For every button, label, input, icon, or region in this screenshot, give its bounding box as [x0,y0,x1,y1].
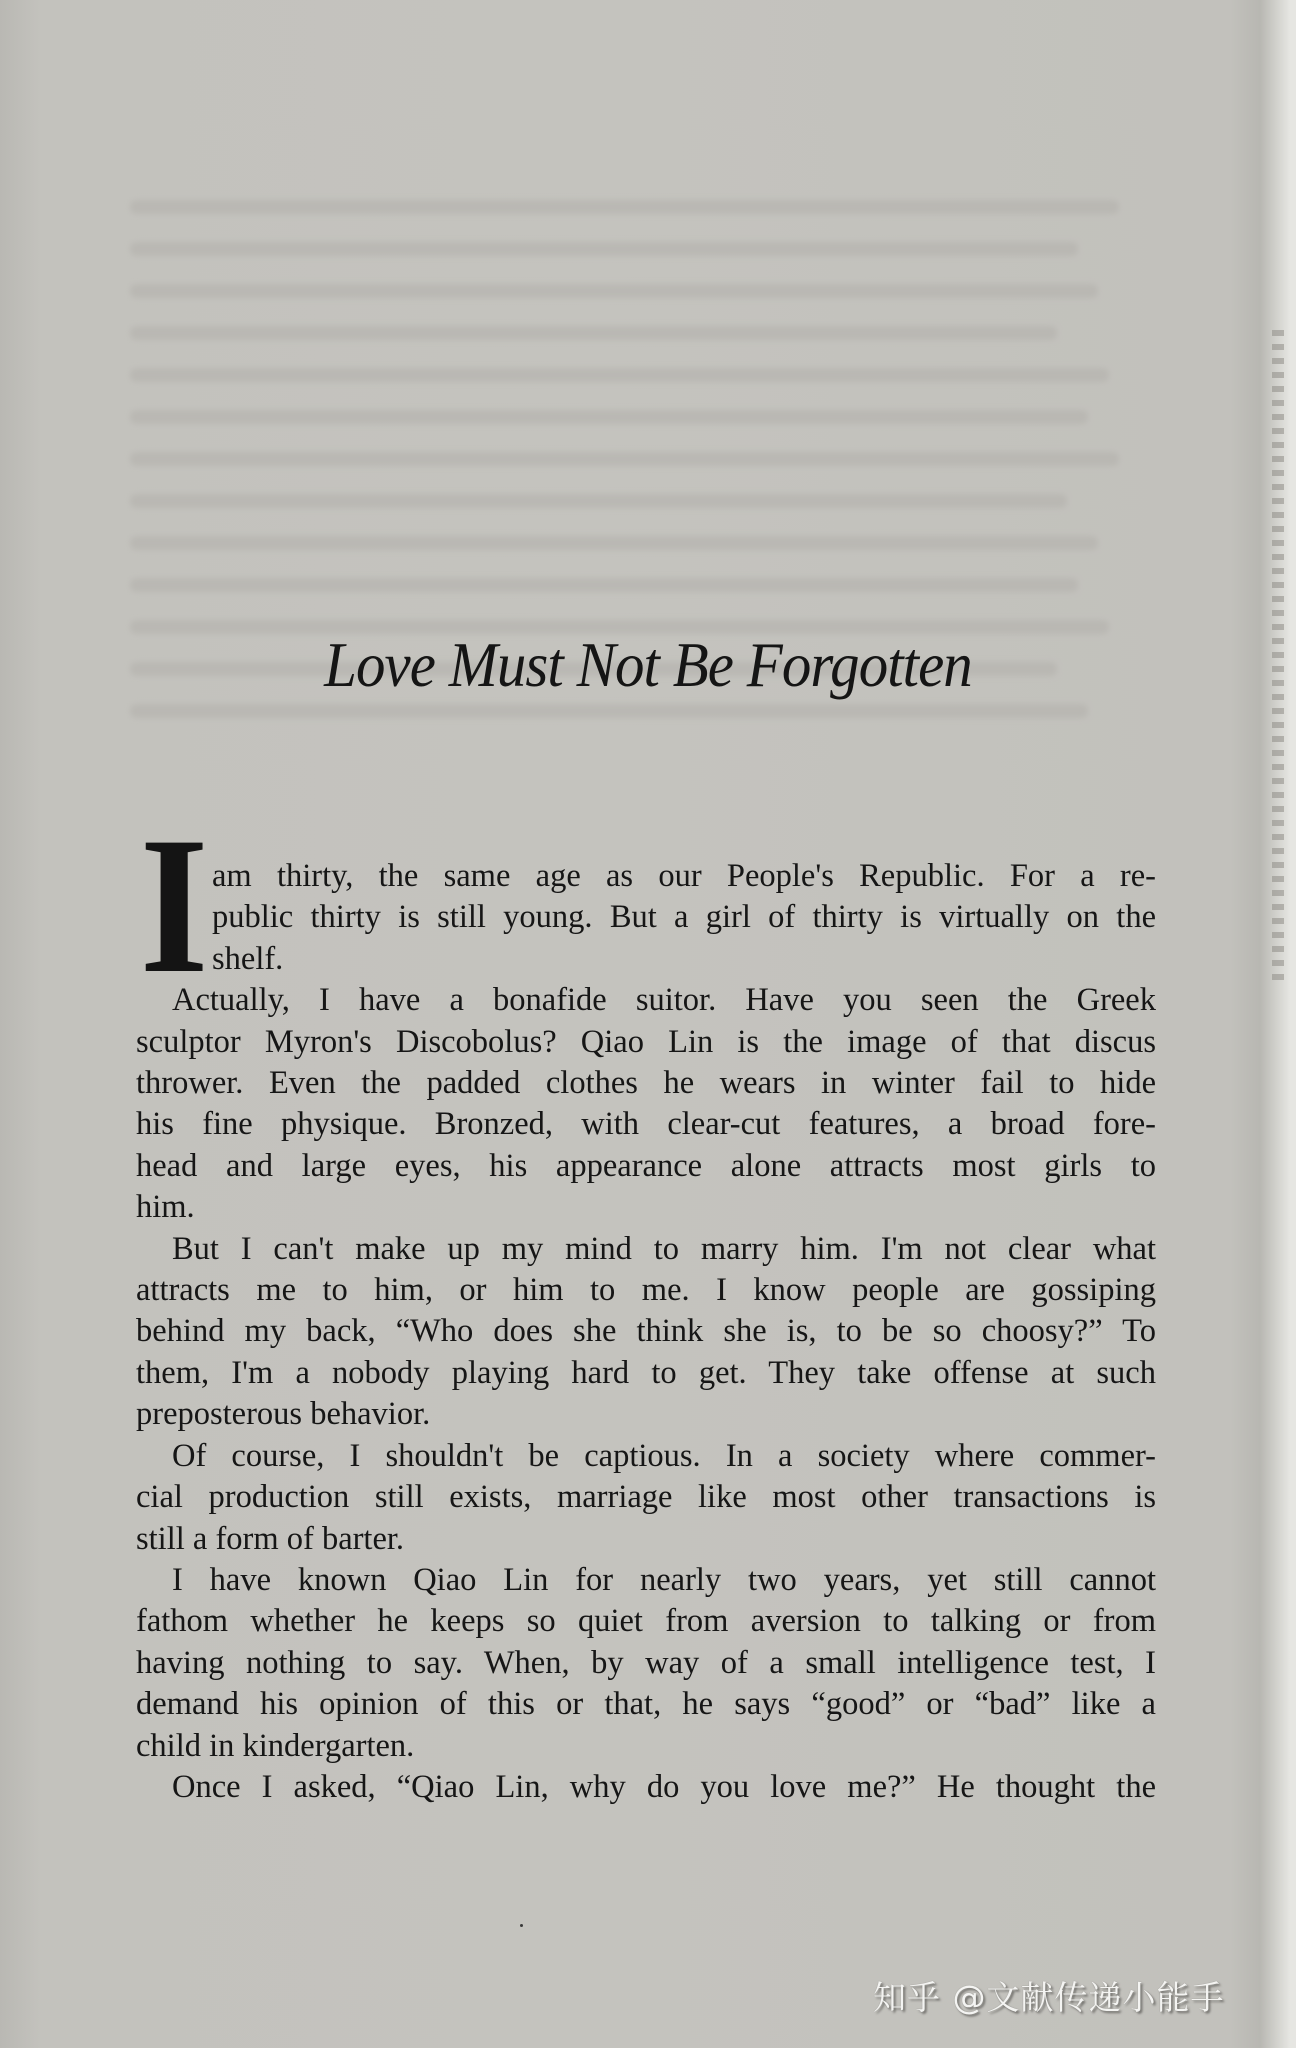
text-line: But I can't make up my mind to marry him. I'm not clear what [172,1230,1156,1267]
text-line: attracts me to him, or him to me. I know people are gossiping [136,1272,1156,1309]
text-line: behind my back, “Who does she think she is, to be so choosy?” To [136,1313,1156,1350]
text-line: cial production still exists, marriage like most other transactions is [136,1479,1156,1516]
text-line: having nothing to say. When, by way of a small intelligence test, I [136,1644,1156,1681]
text-line: Once I asked, “Qiao Lin, why do you love me?” He thought the [172,1768,1156,1805]
text-line: sculptor Myron's Discobolus? Qiao Lin is the image of that discus [136,1023,1156,1060]
text-line: am thirty, the same age as our People's Republic. For a re- [212,858,1156,894]
text-line: thrower. Even the padded clothes he wears in winter fail to hide [136,1065,1156,1102]
text-line: still a form of barter. [136,1520,405,1557]
text-line: Actually, I have a bonafide suitor. Have you seen the Greek [172,982,1156,1019]
speck [520,1924,523,1927]
text-line: him. [136,1189,195,1226]
text-line: public thirty is still young. But a girl of thirty is virtually on the [212,899,1156,936]
text-line: his fine physique. Bronzed, with clear-cut features, a broad fore- [136,1106,1156,1143]
drop-cap: I [139,797,209,1014]
text-line: them, I'm a nobody playing hard to get. They take offense at such [136,1354,1156,1391]
text-line: fathom whether he keeps so quiet from aversion to talking or from [136,1603,1156,1640]
text-line: head and large eyes, his appearance alone attracts most girls to [136,1147,1156,1184]
text-line: Of course, I shouldn't be captious. In a society where commer- [172,1437,1156,1474]
text-line: shelf. [212,940,284,977]
story-body [136,856,1156,1808]
adjacent-page-edge-text [1272,330,1284,980]
text-line: I have known Qiao Lin for nearly two years, yet still cannot [172,1561,1156,1598]
watermark: 知乎 @文献传递小能手 [873,1978,1225,2017]
text-line: preposterous behavior. [136,1396,431,1433]
text-line: child in kindergarten. [136,1727,415,1764]
story-title: Love Must Not Be Forgotten [324,629,972,700]
text-line: demand his opinion of this or that, he says “good” or “bad” like a [136,1686,1156,1723]
